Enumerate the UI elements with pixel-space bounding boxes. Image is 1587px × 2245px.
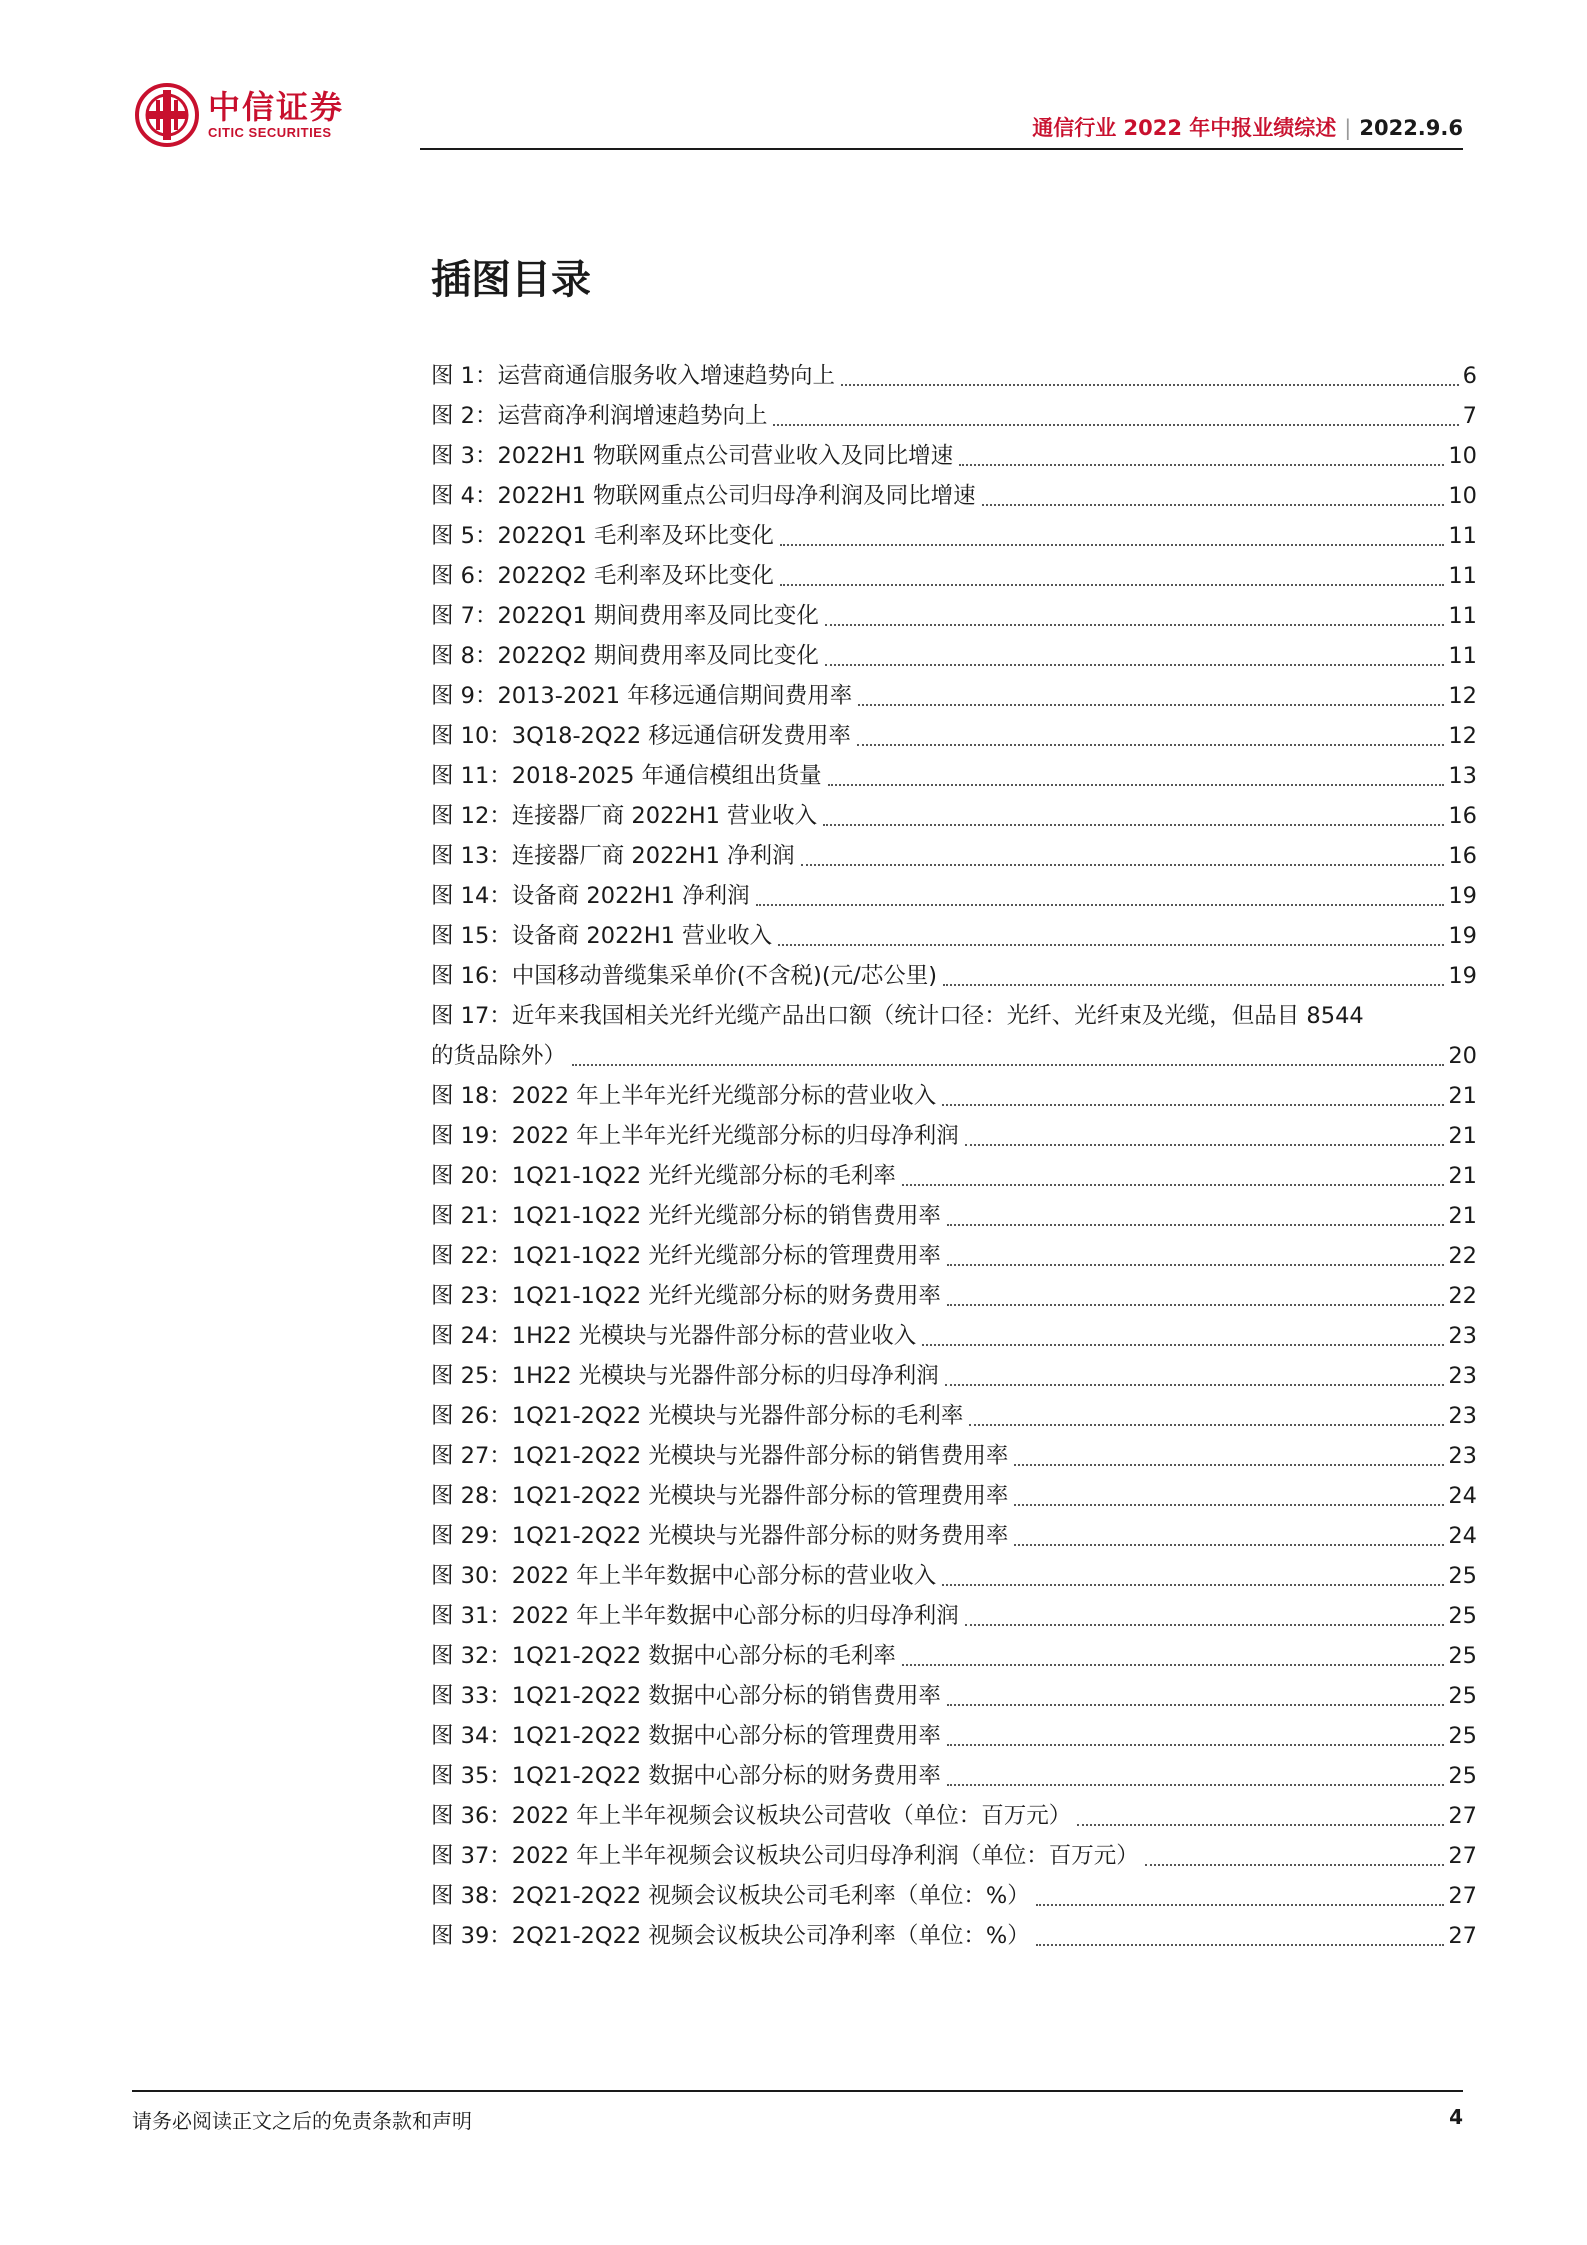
- toc-entry-page: 19: [1448, 883, 1477, 909]
- toc-entry-page: 19: [1448, 923, 1477, 949]
- toc-entry[interactable]: [431, 716, 1477, 756]
- toc-entry-label: 图 31：2022 年上半年数据中心部分标的归母净利润: [431, 1603, 959, 1629]
- toc-entry-page: 21: [1448, 1203, 1477, 1229]
- toc-leader-dots: [857, 744, 1444, 746]
- toc-entry-label: 图 3：2022H1 物联网重点公司营业收入及同比增速: [431, 443, 954, 469]
- toc-entry-label: 图 7：2022Q1 期间费用率及同比变化: [431, 603, 819, 629]
- toc-entry-label: 图 23：1Q21-1Q22 光纤光缆部分标的财务费用率: [431, 1283, 941, 1309]
- toc-entry[interactable]: [431, 1356, 1477, 1396]
- toc-entry-label: 图 34：1Q21-2Q22 数据中心部分标的管理费用率: [431, 1723, 941, 1749]
- toc-entry-label: 图 26：1Q21-2Q22 光模块与光器件部分标的毛利率: [431, 1403, 964, 1429]
- toc-entry-page: 22: [1448, 1243, 1477, 1269]
- toc-leader-dots: [778, 944, 1444, 946]
- toc-entry-label: 图 17：近年来我国相关光纤光缆产品出口额（统计口径：光纤、光纤束及光缆，但品目 8544: [431, 1003, 1364, 1029]
- toc-entry[interactable]: [431, 796, 1477, 836]
- toc-entry-label: 图 25：1H22 光模块与光器件部分标的归母净利润: [431, 1363, 939, 1389]
- toc-entry[interactable]: [431, 516, 1477, 556]
- toc-leader-dots: [1036, 1904, 1445, 1906]
- toc-entry[interactable]: [431, 1916, 1477, 1956]
- toc-entry[interactable]: [431, 1676, 1477, 1716]
- toc-entry[interactable]: [431, 636, 1477, 676]
- toc-entry[interactable]: [431, 956, 1477, 996]
- toc-entry-label: 图 10：3Q18-2Q22 移远通信研发费用率: [431, 723, 851, 749]
- toc-entry[interactable]: [431, 1116, 1477, 1156]
- toc-leader-dots: [773, 424, 1458, 426]
- logo: [134, 80, 344, 150]
- report-title: 通信行业 2022 年中报业绩综述: [1032, 116, 1337, 140]
- toc-entry[interactable]: [431, 756, 1477, 796]
- toc-leader-dots: [780, 584, 1444, 586]
- toc-entry-label: 图 30：2022 年上半年数据中心部分标的营业收入: [431, 1563, 937, 1589]
- toc-leader-dots: [965, 1624, 1445, 1626]
- toc-leader-dots: [801, 864, 1445, 866]
- toc-entry-page: 6: [1462, 363, 1477, 389]
- toc-entry-page: 10: [1448, 483, 1477, 509]
- page-title: 插图目录: [431, 257, 591, 303]
- toc-leader-dots: [841, 384, 1459, 386]
- toc-entry-label: 图 24：1H22 光模块与光器件部分标的营业收入: [431, 1323, 917, 1349]
- toc-leader-dots: [1077, 1824, 1444, 1826]
- toc-entry-page: 10: [1448, 443, 1477, 469]
- toc-entry-page: 21: [1448, 1083, 1477, 1109]
- toc-entry-page: 25: [1448, 1723, 1477, 1749]
- page-number: 4: [1449, 2105, 1463, 2129]
- toc-entry-label: 图 21：1Q21-1Q22 光纤光缆部分标的销售费用率: [431, 1203, 941, 1229]
- toc-entry-page: 19: [1448, 963, 1477, 989]
- toc-leader-dots: [947, 1704, 1444, 1706]
- toc-entry-label: 图 33：1Q21-2Q22 数据中心部分标的销售费用率: [431, 1683, 941, 1709]
- toc-entry[interactable]: [431, 1436, 1477, 1476]
- citic-logo-icon: [134, 82, 200, 148]
- toc-entry[interactable]: [431, 1596, 1477, 1636]
- toc-entry-page: 23: [1448, 1363, 1477, 1389]
- toc-leader-dots: [902, 1184, 1444, 1186]
- toc-entry[interactable]: [431, 1196, 1477, 1236]
- toc-entry-page: 27: [1448, 1803, 1477, 1829]
- toc-entry[interactable]: [431, 556, 1477, 596]
- footer-disclaimer: 请务必阅读正文之后的免责条款和声明: [132, 2109, 472, 2133]
- toc-leader-dots: [943, 984, 1444, 986]
- toc-entry-page: 27: [1448, 1883, 1477, 1909]
- toc-entry[interactable]: [431, 1556, 1477, 1596]
- toc-entry-label: 图 29：1Q21-2Q22 光模块与光器件部分标的财务费用率: [431, 1523, 1009, 1549]
- toc-entry-page: 12: [1448, 683, 1477, 709]
- toc-entry-page: 23: [1448, 1323, 1477, 1349]
- toc-leader-dots: [947, 1784, 1444, 1786]
- toc-entry-page: 13: [1448, 763, 1477, 789]
- toc-leader-dots: [959, 464, 1444, 466]
- toc-leader-dots: [780, 544, 1444, 546]
- toc-entry[interactable]: [431, 1236, 1477, 1276]
- brand-name-cn: 中信证券: [208, 88, 345, 126]
- toc-entry[interactable]: [431, 1156, 1477, 1196]
- toc-entry-label: 图 16：中国移动普缆集采单价(不含税)(元/芯公里): [431, 963, 937, 989]
- toc-entry-page: 11: [1448, 603, 1477, 629]
- toc-entry-label: 图 11：2018-2025 年通信模组出货量: [431, 763, 822, 789]
- footer-divider: [132, 2090, 1463, 2092]
- toc-entry-page: 23: [1448, 1403, 1477, 1429]
- toc-entry[interactable]: [431, 1516, 1477, 1556]
- toc-entry-page: 25: [1448, 1603, 1477, 1629]
- toc-entry[interactable]: [431, 436, 1477, 476]
- toc-entry-page: 22: [1448, 1283, 1477, 1309]
- toc-entry-label: 图 14：设备商 2022H1 净利润: [431, 883, 750, 909]
- toc-entry-label: 图 2：运营商净利润增速趋势向上: [431, 403, 768, 429]
- toc-entry-label: 图 9：2013-2021 年移远通信期间费用率: [431, 683, 853, 709]
- toc-leader-dots: [1014, 1504, 1444, 1506]
- toc-entry-label: 图 38：2Q21-2Q22 视频会议板块公司毛利率（单位：%）: [431, 1883, 1030, 1909]
- toc-leader-dots: [756, 904, 1445, 906]
- toc-entry[interactable]: [431, 1756, 1477, 1796]
- toc-entry-label: 图 37：2022 年上半年视频会议板块公司归母净利润（单位：百万元）: [431, 1843, 1139, 1869]
- toc-entry[interactable]: [431, 996, 1477, 1076]
- toc-entry-page: 11: [1448, 643, 1477, 669]
- header-divider: [420, 148, 1463, 150]
- toc-entry-page: 25: [1448, 1683, 1477, 1709]
- toc-entry-page: 21: [1448, 1163, 1477, 1189]
- toc-entry-page: 16: [1448, 843, 1477, 869]
- toc-entry-label: 图 39：2Q21-2Q22 视频会议板块公司净利率（单位：%）: [431, 1923, 1030, 1949]
- toc-leader-dots: [1036, 1944, 1445, 1946]
- toc-entry-page: 25: [1448, 1763, 1477, 1789]
- toc-entry-page: 23: [1448, 1443, 1477, 1469]
- toc-entry-page: 27: [1448, 1843, 1477, 1869]
- toc-entry[interactable]: [431, 1876, 1477, 1916]
- toc-leader-dots: [982, 504, 1445, 506]
- figure-toc: [431, 356, 1477, 1956]
- report-date: 2022.9.6: [1359, 116, 1463, 140]
- toc-entry-page: 24: [1448, 1523, 1477, 1549]
- toc-leader-dots: [947, 1264, 1444, 1266]
- toc-entry-page: 7: [1462, 403, 1477, 429]
- toc-entry-page: 12: [1448, 723, 1477, 749]
- toc-entry-label: 图 20：1Q21-1Q22 光纤光缆部分标的毛利率: [431, 1163, 896, 1189]
- toc-entry-page: 24: [1448, 1483, 1477, 1509]
- toc-entry-page: 25: [1448, 1563, 1477, 1589]
- toc-leader-dots: [942, 1584, 1444, 1586]
- toc-entry[interactable]: [431, 1796, 1477, 1836]
- toc-entry-label: 图 5：2022Q1 毛利率及环比变化: [431, 523, 774, 549]
- toc-leader-dots: [947, 1224, 1444, 1226]
- toc-entry-page: 16: [1448, 803, 1477, 829]
- toc-entry[interactable]: [431, 676, 1477, 716]
- toc-entry-page: 27: [1448, 1923, 1477, 1949]
- toc-entry[interactable]: [431, 1636, 1477, 1676]
- toc-leader-dots: [1014, 1544, 1444, 1546]
- toc-leader-dots: [902, 1664, 1444, 1666]
- toc-entry[interactable]: [431, 1276, 1477, 1316]
- toc-leader-dots: [942, 1104, 1444, 1106]
- toc-entry-label: 图 18：2022 年上半年光纤光缆部分标的营业收入: [431, 1083, 937, 1109]
- toc-entry-label: 图 19：2022 年上半年光纤光缆部分标的归母净利润: [431, 1123, 959, 1149]
- toc-entry[interactable]: [431, 1076, 1477, 1116]
- toc-entry-label: 图 1：运营商通信服务收入增速趋势向上: [431, 363, 835, 389]
- toc-entry[interactable]: [431, 476, 1477, 516]
- toc-entry-label: 图 22：1Q21-1Q22 光纤光缆部分标的管理费用率: [431, 1243, 941, 1269]
- toc-entry-page: 21: [1448, 1123, 1477, 1149]
- toc-entry-label: 图 27：1Q21-2Q22 光模块与光器件部分标的销售费用率: [431, 1443, 1009, 1469]
- toc-entry[interactable]: [431, 1316, 1477, 1356]
- brand-name-en: CITIC SECURITIES: [208, 125, 332, 140]
- toc-entry-page: 11: [1448, 563, 1477, 589]
- toc-entry[interactable]: [431, 876, 1477, 916]
- toc-entry-label: 图 12：连接器厂商 2022H1 营业收入: [431, 803, 818, 829]
- toc-entry-page: 25: [1448, 1643, 1477, 1669]
- toc-entry-label: 图 36：2022 年上半年视频会议板块公司营收（单位：百万元）: [431, 1803, 1072, 1829]
- toc-entry[interactable]: [431, 836, 1477, 876]
- toc-leader-dots: [572, 1064, 1444, 1066]
- toc-entry[interactable]: [431, 596, 1477, 636]
- toc-entry-page: 20: [1448, 1043, 1477, 1069]
- toc-entry[interactable]: [431, 1396, 1477, 1436]
- toc-entry[interactable]: [431, 356, 1477, 396]
- toc-leader-dots: [823, 824, 1444, 826]
- toc-entry-label: 图 13：连接器厂商 2022H1 净利润: [431, 843, 795, 869]
- toc-entry-label: 图 4：2022H1 物联网重点公司归母净利润及同比增速: [431, 483, 976, 509]
- toc-leader-dots: [922, 1344, 1444, 1346]
- toc-entry[interactable]: [431, 916, 1477, 956]
- toc-entry-label: 图 32：1Q21-2Q22 数据中心部分标的毛利率: [431, 1643, 896, 1669]
- toc-entry[interactable]: [431, 1476, 1477, 1516]
- toc-leader-dots: [1014, 1464, 1444, 1466]
- toc-leader-dots: [825, 664, 1444, 666]
- toc-entry-page: 11: [1448, 523, 1477, 549]
- toc-leader-dots: [828, 784, 1445, 786]
- toc-leader-dots: [965, 1144, 1445, 1146]
- toc-entry-label: 图 35：1Q21-2Q22 数据中心部分标的财务费用率: [431, 1763, 941, 1789]
- toc-leader-dots: [947, 1744, 1444, 1746]
- toc-leader-dots: [969, 1424, 1444, 1426]
- toc-leader-dots: [858, 704, 1444, 706]
- toc-entry[interactable]: [431, 1716, 1477, 1756]
- header-separator: |: [1344, 116, 1352, 140]
- toc-entry-label: 图 6：2022Q2 毛利率及环比变化: [431, 563, 774, 589]
- toc-entry-label-cont: 的货品除外）: [431, 1043, 567, 1069]
- toc-entry[interactable]: [431, 396, 1477, 436]
- toc-leader-dots: [947, 1304, 1444, 1306]
- toc-entry[interactable]: [431, 1836, 1477, 1876]
- header-title: [1032, 112, 1463, 142]
- toc-entry-label: 图 8：2022Q2 期间费用率及同比变化: [431, 643, 819, 669]
- toc-leader-dots: [945, 1384, 1445, 1386]
- toc-entry-label: 图 15：设备商 2022H1 营业收入: [431, 923, 773, 949]
- toc-entry-label: 图 28：1Q21-2Q22 光模块与光器件部分标的管理费用率: [431, 1483, 1009, 1509]
- toc-leader-dots: [825, 624, 1444, 626]
- toc-leader-dots: [1145, 1864, 1445, 1866]
